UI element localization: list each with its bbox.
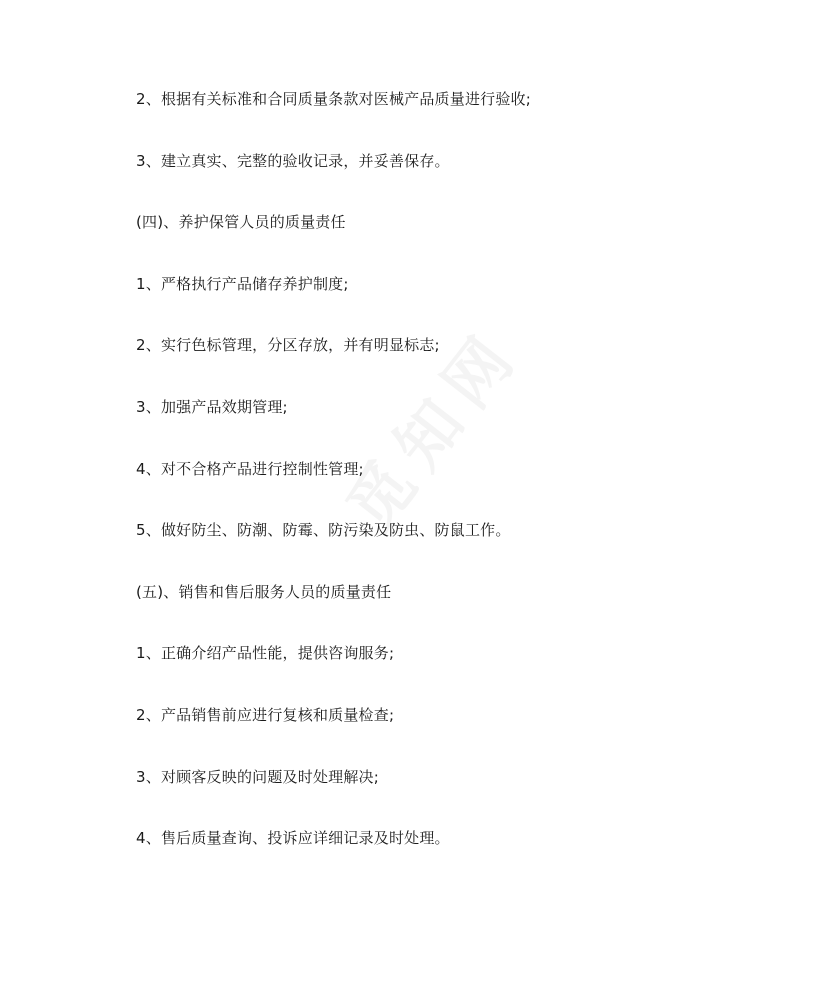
text-line: 1、严格执行产品储存养护制度; <box>136 274 349 293</box>
section-heading: (五)、销售和售后服务人员的质量责任 <box>136 582 392 601</box>
text-line: 4、售后质量查询、投诉应详细记录及时处理。 <box>136 829 450 848</box>
text-line: 1、正确介绍产品性能，提供咨询服务; <box>136 644 395 663</box>
text-line: 3、对顾客反映的问题及时处理解决; <box>136 767 379 786</box>
text-line: 2、实行色标管理，分区存放，并有明显标志; <box>136 336 440 355</box>
text-line: 4、对不合格产品进行控制性管理; <box>136 459 364 478</box>
document-body <box>136 86 776 887</box>
section-heading: (四)、养护保管人员的质量责任 <box>136 213 346 232</box>
text-line: 3、加强产品效期管理; <box>136 397 288 416</box>
text-line: 5、做好防尘、防潮、防霉、防污染及防虫、防鼠工作。 <box>136 521 511 540</box>
text-line: 2、产品销售前应进行复核和质量检查; <box>136 705 395 724</box>
text-line: 3、建立真实、完整的验收记录，并妥善保存。 <box>136 151 450 170</box>
text-line: 2、根据有关标准和合同质量条款对医械产品质量进行验收; <box>136 90 531 108</box>
